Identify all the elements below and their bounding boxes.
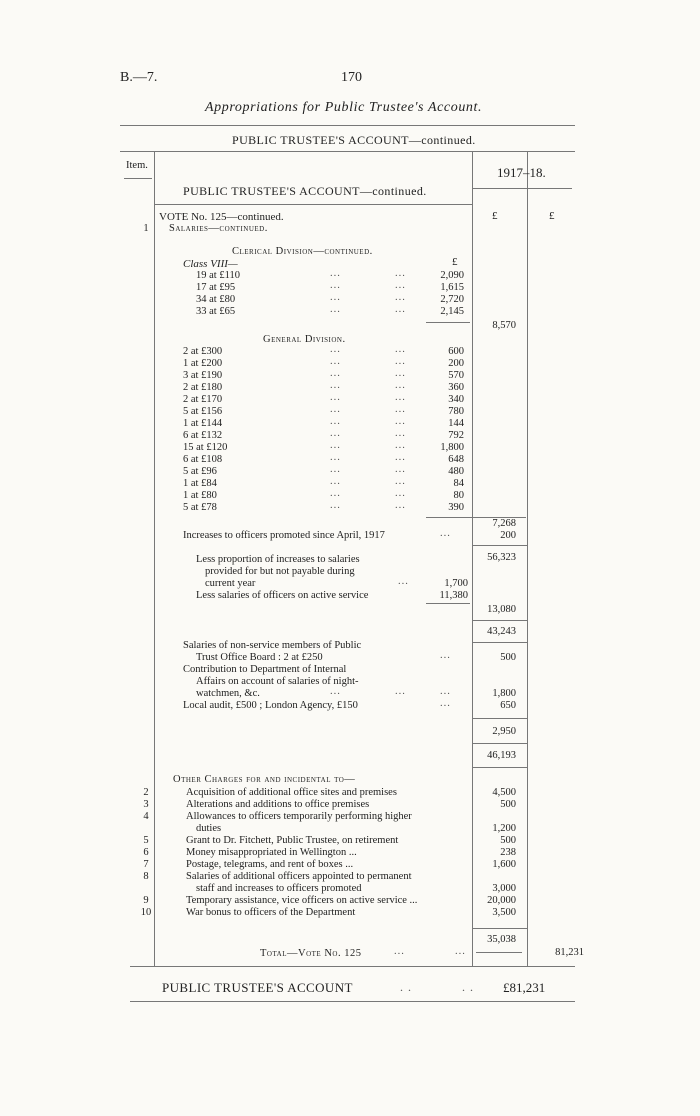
vote-heading: VOTE No. 125—continued. (159, 211, 284, 223)
contribution-line: Affairs on account of salaries of night- (196, 676, 359, 687)
nonservice-line: Trust Office Board : 2 at £250 (196, 652, 323, 663)
subtotal-value: 8,570 (492, 320, 516, 331)
less-total-value: 13,080 (487, 604, 516, 615)
item-number: 2 (143, 787, 149, 798)
row-value: 340 (448, 394, 464, 405)
less-active-value: 11,380 (439, 590, 468, 601)
currency-symbol: £ (549, 210, 555, 222)
row-value: 200 (448, 358, 464, 369)
rule (426, 603, 470, 604)
row-value: 390 (448, 502, 464, 513)
row-label: 1 at £84 (183, 478, 217, 489)
charge-label: duties (196, 823, 222, 834)
audit-value: 650 (500, 700, 516, 711)
row-value: 360 (448, 382, 464, 393)
row-label: 5 at £156 (183, 406, 223, 417)
clerical-heading: Clerical Division—continued. (232, 246, 373, 257)
row-value: 570 (448, 370, 464, 381)
row-label: 2 at £300 (183, 346, 223, 357)
currency-symbol: £ (452, 256, 458, 268)
charge-value: 3,500 (492, 907, 516, 918)
charge-value: 1,600 (492, 859, 516, 870)
row-value: 600 (448, 346, 464, 357)
rule (472, 767, 527, 768)
charge-label: War bonus to officers of the Department (186, 907, 356, 918)
charge-value: 238 (500, 847, 516, 858)
charge-value: 3,000 (492, 883, 516, 894)
rule (120, 151, 575, 152)
charge-value: 500 (500, 799, 516, 810)
charge-value: 4,500 (492, 787, 516, 798)
rule (472, 743, 527, 744)
item-number: 7 (143, 859, 149, 870)
subheading: PUBLIC TRUSTEE'S ACCOUNT—continued. (183, 184, 427, 198)
rule (472, 188, 572, 189)
contribution-value: 1,800 (492, 688, 516, 699)
salaries-total-value: 46,193 (487, 750, 516, 761)
item-number: 3 (143, 799, 149, 810)
row-value: 480 (448, 466, 464, 477)
row-value: 144 (448, 418, 464, 429)
section-title: PUBLIC TRUSTEE'S ACCOUNT—continued. (232, 133, 476, 147)
rule (130, 1001, 575, 1002)
charge-label: staff and increases to officers promoted (196, 883, 362, 894)
vote-total-value: 81,231 (555, 947, 584, 958)
rule (472, 642, 527, 643)
row-label: 1 at £144 (183, 418, 223, 429)
general-heading: General Division. (263, 334, 346, 345)
row-label: 19 at £110 (196, 270, 240, 281)
rule (130, 966, 575, 967)
row-label: 34 at £80 (196, 294, 236, 305)
row-value: 1,615 (440, 282, 464, 293)
row-value: 80 (453, 490, 464, 501)
row-label: 1 at £200 (183, 358, 223, 369)
column-rule (527, 151, 528, 966)
row-label: 5 at £78 (183, 502, 217, 513)
charge-label: Allowances to officers temporarily performing higher (186, 811, 412, 822)
row-label: 6 at £132 (183, 430, 223, 441)
footer-label: PUBLIC TRUSTEE'S ACCOUNT (162, 980, 353, 995)
item-number: 6 (143, 847, 149, 858)
row-value: 84 (453, 478, 464, 489)
item-number: 4 (143, 811, 149, 822)
document-code: B.—7. (120, 70, 158, 85)
row-label: 2 at £170 (183, 394, 223, 405)
row-value: 648 (448, 454, 464, 465)
other-total-value: 35,038 (487, 934, 516, 945)
other-charges-heading: Other Charges for and incidental to— (173, 774, 356, 785)
subtotal-value: 2,950 (492, 726, 516, 737)
row-label: 17 at £95 (196, 282, 236, 293)
column-rule (472, 151, 473, 966)
less-active-label: Less salaries of officers on active service (196, 590, 369, 601)
rule (124, 178, 152, 179)
less-proportion-line: provided for but not payable during (205, 566, 355, 577)
charge-value: 20,000 (487, 895, 516, 906)
increases-value: 200 (500, 530, 516, 541)
contribution-line: Contribution to Department of Internal (183, 664, 347, 675)
increases-label: Increases to officers promoted since April, 1917 (183, 530, 385, 541)
row-value: 2,090 (440, 270, 464, 281)
less-proportion-value: 1,700 (444, 578, 468, 589)
column-header-item: Item. (126, 160, 148, 171)
subtotal-value: 56,323 (487, 552, 516, 563)
rule (120, 125, 575, 126)
item-number: 8 (143, 871, 149, 882)
row-label: 2 at £180 (183, 382, 223, 393)
rule (472, 718, 527, 719)
row-value: 1,800 (440, 442, 464, 453)
rule (472, 620, 527, 621)
item-number: 1 (143, 223, 149, 234)
charge-value: 1,200 (492, 823, 516, 834)
column-header-year: 1917–18. (497, 165, 546, 180)
row-label: 33 at £65 (196, 306, 236, 317)
running-title: Appropriations for Public Trustee's Account. (205, 100, 483, 115)
total-label: Total—Vote No. 125 (260, 948, 362, 959)
subtotal-value: 7,268 (492, 518, 516, 529)
contribution-line: watchmen, &c. (196, 688, 260, 699)
row-label: 15 at £120 (183, 442, 228, 453)
page-number: 170 (341, 70, 362, 85)
row-value: 2,720 (440, 294, 464, 305)
item-number: 5 (143, 835, 149, 846)
footer-value: £81,231 (503, 980, 546, 995)
nonservice-value: 500 (500, 652, 516, 663)
rule (472, 928, 527, 929)
currency-symbol: £ (492, 210, 498, 222)
rule (426, 322, 470, 323)
charge-value: 500 (500, 835, 516, 846)
salaries-heading: Salaries—continued. (169, 223, 268, 234)
row-label: 6 at £108 (183, 454, 223, 465)
rule (476, 952, 522, 953)
row-label: 5 at £96 (183, 466, 217, 477)
charge-label: Temporary assistance, vice officers on active service ... (186, 895, 418, 906)
less-proportion-line: Less proportion of increases to salaries (196, 554, 360, 565)
charge-label: Acquisition of additional office sites and premises (186, 787, 397, 798)
row-label: 1 at £80 (183, 490, 217, 501)
row-value: 780 (448, 406, 464, 417)
charge-label: Grant to Dr. Fitchett, Public Trustee, on retirement (186, 835, 399, 846)
less-proportion-line: current year (205, 578, 256, 589)
item-number: 9 (143, 895, 149, 906)
charge-label: Money misappropriated in Wellington ... (186, 847, 357, 858)
charge-label: Postage, telegrams, and rent of boxes ... (186, 859, 354, 870)
charge-label: Salaries of additional officers appointed to permanent (186, 871, 412, 882)
item-number: 10 (140, 907, 152, 918)
rule (472, 545, 527, 546)
row-label: 3 at £190 (183, 370, 223, 381)
rule (154, 204, 472, 205)
charge-label: Alterations and additions to office premises (186, 799, 370, 810)
row-value: 792 (448, 430, 464, 441)
row-value: 2,145 (440, 306, 464, 317)
class-heading: Class VIII— (183, 258, 238, 270)
audit-label: Local audit, £500 ; London Agency, £150 (183, 700, 358, 711)
nonservice-line: Salaries of non-service members of Public (183, 640, 362, 651)
subtotal-value: 43,243 (487, 626, 516, 637)
